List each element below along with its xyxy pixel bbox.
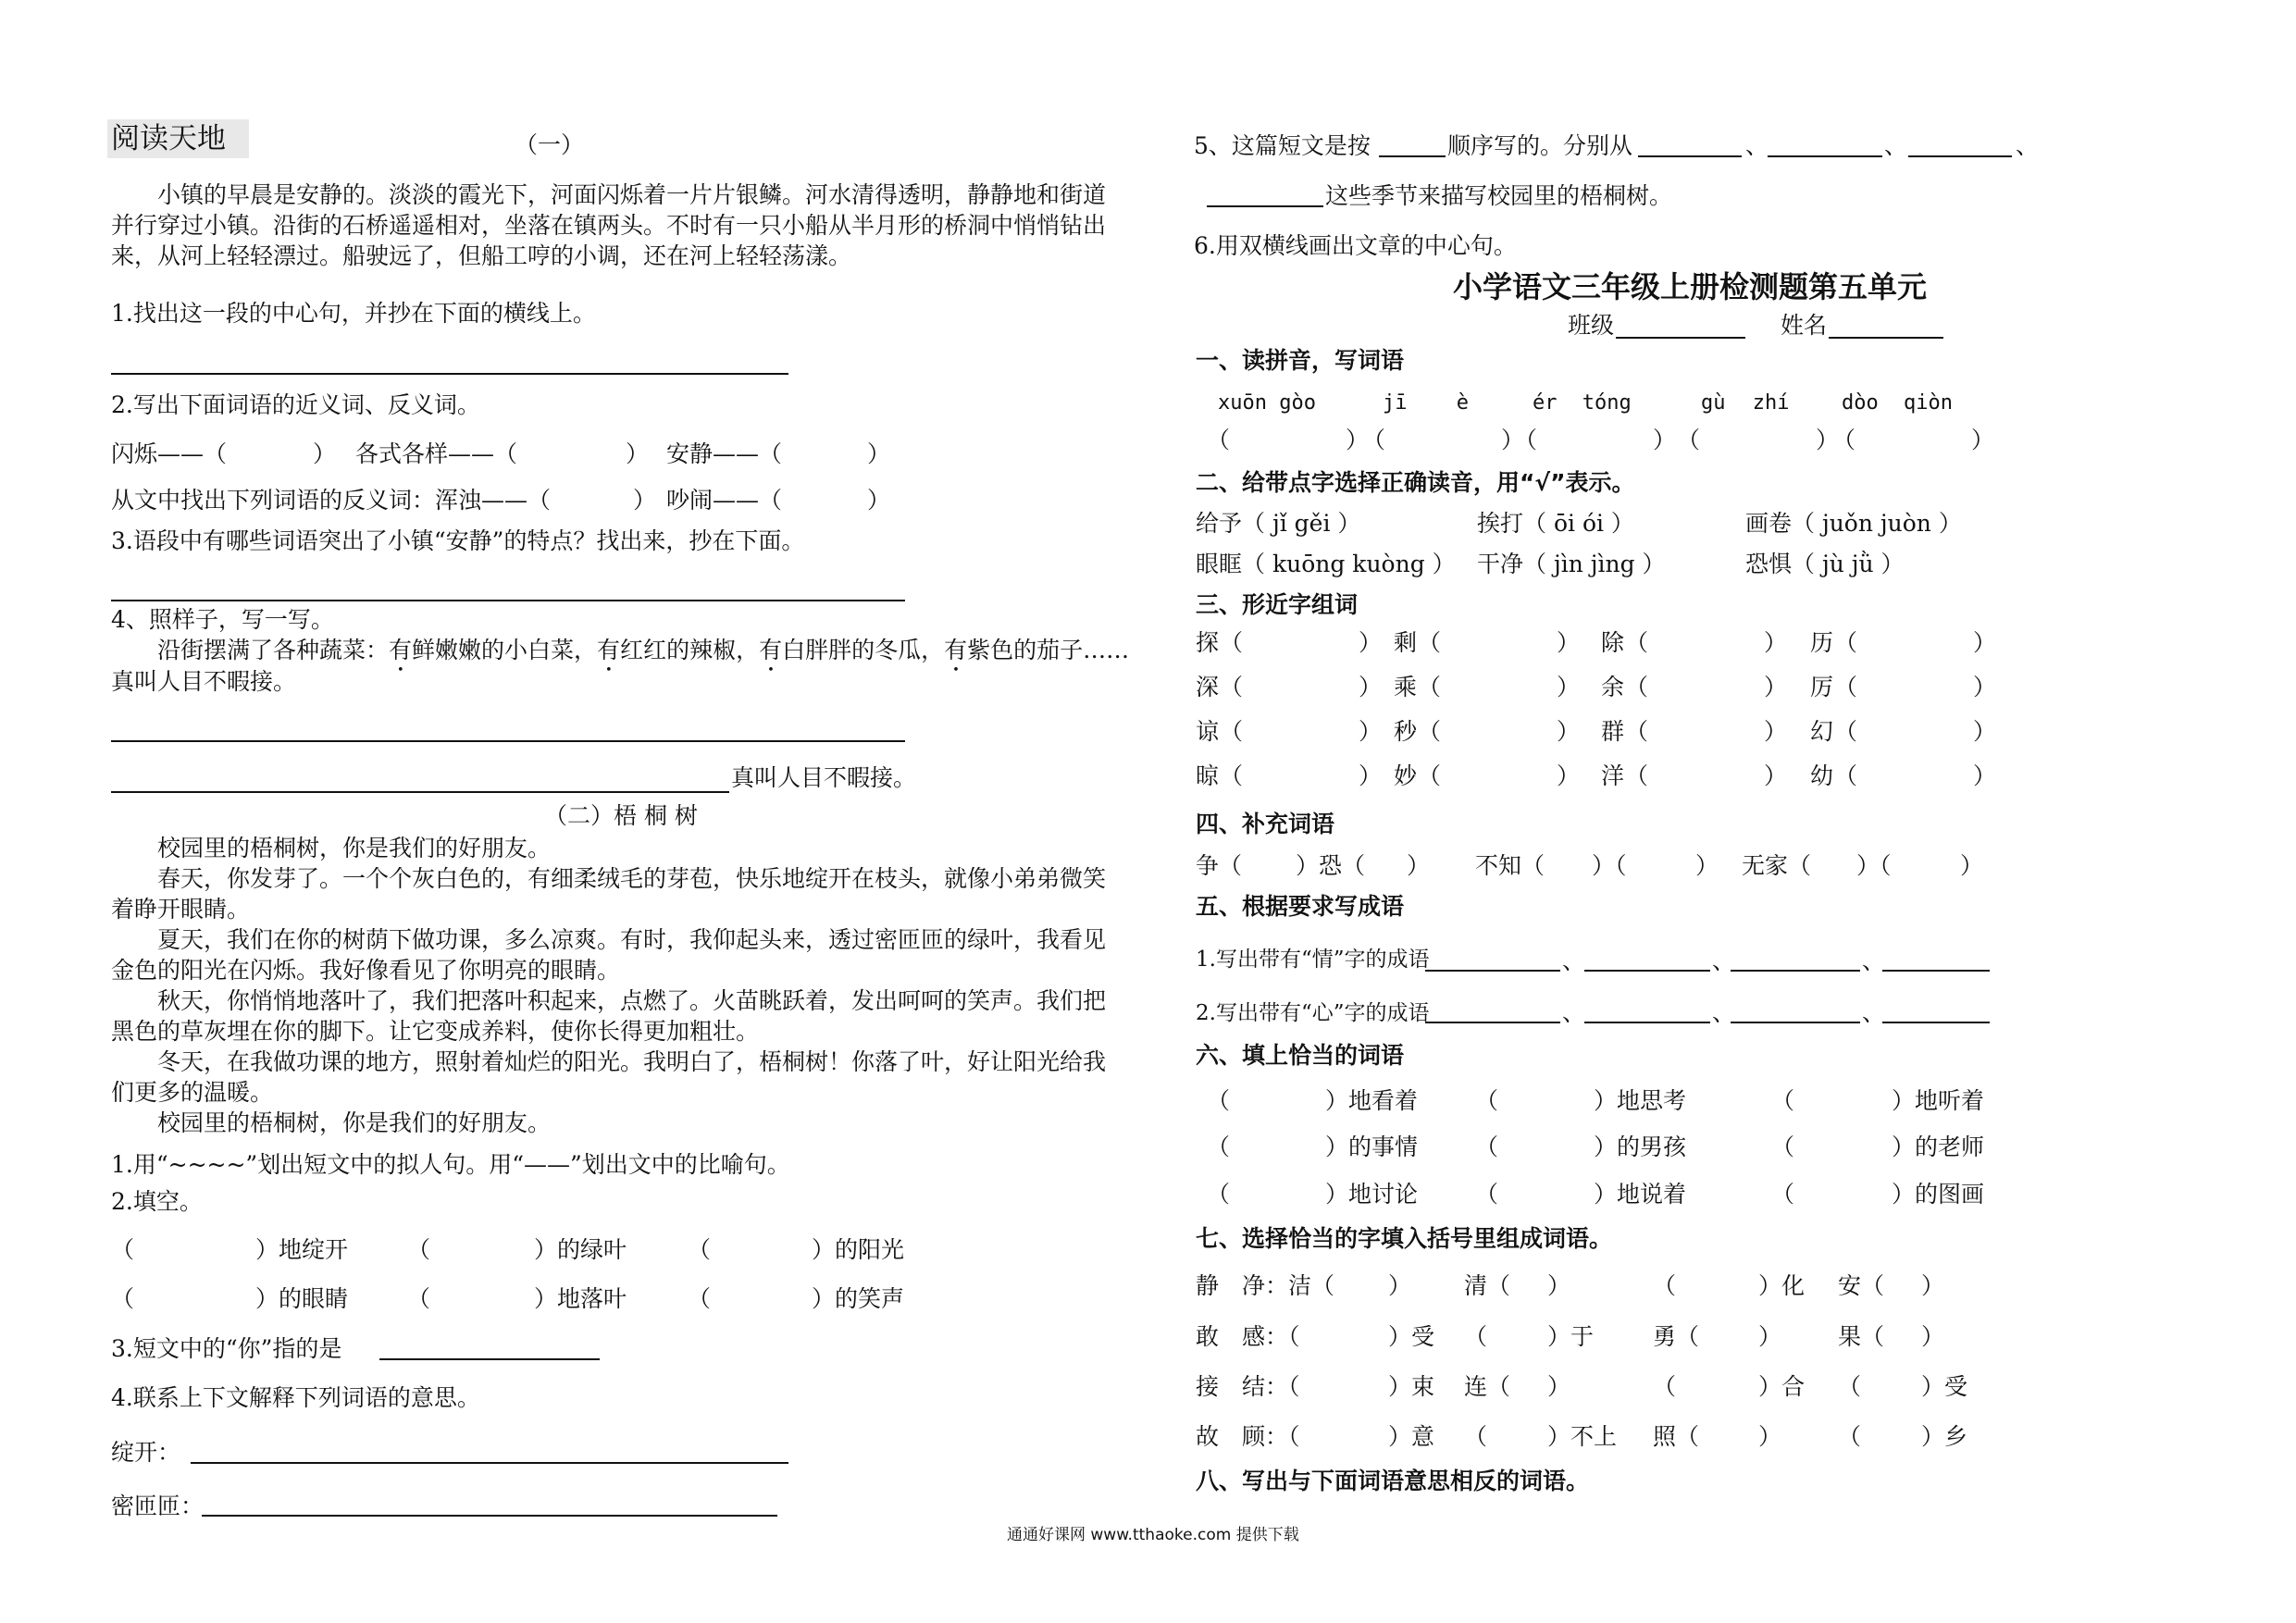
answer-line[interactable] xyxy=(1584,1022,1710,1023)
pronunciation-item[interactable]: 挨打（ ōi ói ） xyxy=(1477,510,1634,537)
fill-item: ）的眼睛 xyxy=(255,1285,349,1312)
similar-char-item: 洋 xyxy=(1601,762,1625,789)
separator: 、 xyxy=(1562,999,1586,1026)
separator: 、 xyxy=(1562,948,1586,974)
dotted-char: 有 xyxy=(759,637,783,663)
answer-bracket[interactable]: （ ） xyxy=(1362,427,1525,453)
fill-item: （ xyxy=(407,1236,431,1263)
synonym-item: 安静——（ xyxy=(666,440,783,467)
answer-bracket[interactable]: （ xyxy=(1771,1134,1795,1160)
answer-bracket[interactable]: （ ） xyxy=(1625,674,1788,700)
answer-line[interactable] xyxy=(1425,970,1560,972)
similar-char-item: 余 xyxy=(1601,674,1625,700)
similar-char-item: 晾 xyxy=(1196,762,1220,789)
synonym-item: ） xyxy=(626,440,650,467)
fill-word-item: ）地看着 xyxy=(1325,1087,1419,1114)
pronunciation-item[interactable]: 眼眶（ kuōng kuòng ） xyxy=(1196,551,1456,577)
synonym-item: 各式各样——（ xyxy=(355,440,518,467)
section-4-heading: 四、补充词语 xyxy=(1196,811,1335,837)
answer-bracket[interactable]: （ ） xyxy=(1832,427,1995,453)
idiom-item: ） xyxy=(1960,852,1984,879)
answer-bracket[interactable]: （ xyxy=(1771,1087,1795,1114)
pinyin-item: gù zhí xyxy=(1701,391,1790,415)
answer-line[interactable] xyxy=(1207,205,1323,207)
answer-bracket[interactable]: （ ） xyxy=(1220,674,1383,700)
answer-line[interactable] xyxy=(1882,970,1990,972)
question-1: 1.找出这一段的中心句，并抄在下面的横线上。 xyxy=(111,300,596,327)
similar-char-item: 谅 xyxy=(1196,718,1220,745)
fill-item: （ xyxy=(111,1285,135,1312)
answer-bracket[interactable]: （ ） xyxy=(1625,718,1788,745)
answer-bracket[interactable]: （ xyxy=(1207,1134,1231,1160)
answer-bracket[interactable]: （ xyxy=(1771,1181,1795,1208)
pinyin-item: dòo qiòn xyxy=(1842,391,1953,415)
antonym-item: 吵闹——（ xyxy=(666,487,783,514)
char-choice-item: ） xyxy=(1921,1272,1945,1299)
passage-2-line: 校园里的梧桐树，你是我们的好朋友。 xyxy=(157,835,552,861)
p2-question-4: 4.联系上下文解释下列词语的意思。 xyxy=(111,1384,480,1411)
idiom-question-2: 2.写出带有“心”字的成语 xyxy=(1196,1001,1430,1025)
pronunciation-item[interactable]: 干净（ jìn jìng ） xyxy=(1477,551,1666,577)
similar-char-item: 幻 xyxy=(1810,718,1834,745)
fill-word-item: ）的图画 xyxy=(1892,1181,1985,1208)
char-choice-item: （ xyxy=(1653,1272,1677,1299)
answer-bracket[interactable]: （ ） xyxy=(1418,718,1581,745)
char-choice-item: 静 净：洁（ xyxy=(1196,1272,1335,1299)
char-choice-item: ）受 xyxy=(1388,1323,1435,1350)
footer: 通通好课网 www.tthaoke.com 提供下载 xyxy=(1007,1526,1299,1544)
fill-word-item: ）地思考 xyxy=(1594,1087,1687,1114)
part1-label: （一） xyxy=(515,131,585,158)
similar-char-item: 探 xyxy=(1196,629,1220,656)
char-choice-item: 连（ xyxy=(1464,1373,1511,1400)
answer-bracket[interactable]: （ ） xyxy=(1220,762,1383,789)
exam-title: 小学语文三年级上册检测题第五单元 xyxy=(1453,269,1928,304)
char-choice-item: ） xyxy=(1547,1272,1571,1299)
fill-word-item: ）地讨论 xyxy=(1325,1181,1419,1208)
answer-line[interactable] xyxy=(1731,970,1860,972)
answer-line[interactable] xyxy=(379,1358,600,1360)
class-field[interactable] xyxy=(1616,337,1745,339)
pinyin-item: jī è xyxy=(1383,391,1469,415)
answer-line[interactable] xyxy=(111,740,905,742)
passage-2-line: 校园里的梧桐树，你是我们的好朋友。 xyxy=(157,1109,552,1136)
answer-bracket[interactable]: （ xyxy=(1207,1087,1231,1114)
char-choice-item: 安（ xyxy=(1838,1272,1885,1299)
passage-1-line: 小镇的早晨是安静的。淡淡的霞光下，河面闪烁着一片片银鳞。河水清得透明，静静地和街道 xyxy=(157,181,1107,208)
similar-char-item: 妙 xyxy=(1394,762,1418,789)
char-choice-item: ）不上 xyxy=(1547,1423,1618,1450)
answer-line[interactable] xyxy=(191,1462,788,1464)
fill-item: （ xyxy=(407,1285,431,1312)
pronunciation-item[interactable]: 给予（ jǐ gěi ） xyxy=(1196,510,1361,537)
char-choice-item: 清（ xyxy=(1464,1272,1511,1299)
char-choice-item: （ xyxy=(1838,1423,1862,1450)
char-choice-item: ）受 xyxy=(1921,1373,1968,1400)
separator: 、 xyxy=(1712,999,1736,1026)
char-choice-item: ） xyxy=(1758,1423,1782,1450)
answer-bracket[interactable]: （ ） xyxy=(1834,718,1997,745)
char-choice-item: （ xyxy=(1464,1323,1488,1350)
answer-bracket[interactable]: （ ） xyxy=(1418,674,1581,700)
passage-2-line: 金色的阳光在闪烁。我好像看见了你明亮的眼睛。 xyxy=(111,957,621,984)
question-4-end: 真叫人目不暇接。 xyxy=(731,764,917,791)
separator: 、 xyxy=(1862,999,1886,1026)
section-5-heading: 五、根据要求写成语 xyxy=(1196,893,1405,920)
char-choice-item: ） xyxy=(1547,1373,1571,1400)
char-choice-item: ） xyxy=(1758,1323,1782,1350)
pinyin-item: xuōn gòo xyxy=(1218,391,1316,415)
answer-bracket[interactable]: （ xyxy=(1475,1134,1499,1160)
pronunciation-item[interactable]: 恐惧（ jù jǜ ） xyxy=(1745,551,1905,577)
idiom-item: 不知（ xyxy=(1475,852,1545,879)
answer-bracket[interactable]: （ ） xyxy=(1514,427,1677,453)
similar-char-item: 乘 xyxy=(1394,674,1418,700)
question-3: 3.语段中有哪些词语突出了小镇“安静”的特点？找出来，抄在下面。 xyxy=(111,527,805,554)
fill-item: ）的绿叶 xyxy=(534,1236,627,1263)
q5-sep: 、 xyxy=(2016,132,2040,159)
char-choice-item: ）乡 xyxy=(1921,1423,1968,1450)
fill-word-item: ）地听着 xyxy=(1892,1087,1985,1114)
char-choice-item: （ xyxy=(1653,1373,1677,1400)
section-6-heading: 六、填上恰当的词语 xyxy=(1196,1042,1405,1069)
separator: 、 xyxy=(1712,948,1736,974)
class-label: 班级 xyxy=(1568,312,1615,339)
fill-item: （ xyxy=(688,1236,712,1263)
p2-question-3: 3.短文中的“你”指的是 xyxy=(111,1335,342,1362)
section-2-heading: 二、给带点字选择正确读音，用“√”表示。 xyxy=(1196,469,1635,496)
antonym-item: ） xyxy=(633,487,657,514)
q5-text: 顺序写的。分别从 xyxy=(1447,132,1633,159)
separator: 、 xyxy=(1862,948,1886,974)
q5-text: 5、这篇短文是按 xyxy=(1194,132,1371,159)
answer-bracket[interactable]: （ xyxy=(1475,1087,1499,1114)
answer-bracket[interactable]: （ ） xyxy=(1418,762,1581,789)
passage-2-line: 们更多的温暖。 xyxy=(111,1079,274,1106)
char-choice-item: ）意 xyxy=(1388,1423,1435,1450)
passage-1 xyxy=(111,180,1138,271)
char-choice-item: 照（ xyxy=(1653,1423,1700,1450)
dotted-char: 有 xyxy=(389,637,413,663)
name-field[interactable] xyxy=(1829,337,1943,339)
passage-2-line: 春天，你发芽了。一个个灰白色的，有细柔绒毛的芽苞，快乐地绽开在枝头，就像小弟弟微笑 xyxy=(157,865,1107,892)
section-title-text: 阅读天地 xyxy=(111,122,226,155)
similar-char-item: 深 xyxy=(1196,674,1220,700)
passage-1-line: 并行穿过小镇。沿街的石桥遥遥相对，坐落在镇两头。不时有一只小船从半月形的桥洞中悄悄钻出 xyxy=(111,212,1107,239)
char-choice-item: ）束 xyxy=(1388,1373,1435,1400)
answer-bracket[interactable]: （ ） xyxy=(1834,629,1997,656)
idiom-item: ） xyxy=(1695,852,1719,879)
passage-2-line: 着睁开眼睛。 xyxy=(111,896,251,923)
answer-bracket[interactable]: （ ） xyxy=(1834,674,1997,700)
char-choice-item: （ xyxy=(1838,1373,1862,1400)
answer-bracket[interactable]: （ ） xyxy=(1625,629,1788,656)
section-8-heading: 八、写出与下面词语意思相反的词语。 xyxy=(1196,1468,1590,1494)
similar-char-item: 秒 xyxy=(1394,718,1418,745)
pinyin-item: ér tóng xyxy=(1533,391,1632,415)
answer-bracket[interactable]: （ ） xyxy=(1834,762,1997,789)
p2-question-2: 2.填空。 xyxy=(111,1188,203,1215)
char-choice-item: ） xyxy=(1388,1272,1412,1299)
fill-item: ）地绽开 xyxy=(255,1236,349,1263)
idiom-item: 争（ xyxy=(1196,852,1243,879)
answer-bracket[interactable]: （ ） xyxy=(1418,629,1581,656)
question-6: 6.用双横线画出文章的中心句。 xyxy=(1194,232,1517,259)
synonym-item: ） xyxy=(867,440,891,467)
passage-2-line: 冬天，在我做功课的地方，照射着灿烂的阳光。我明白了，梧桐树！你落了叶，好让阳光给我 xyxy=(157,1048,1107,1075)
fill-item: ）地落叶 xyxy=(534,1285,627,1312)
similar-char-item: 幼 xyxy=(1810,762,1834,789)
pronunciation-item[interactable]: 画卷（ juǒn juòn ） xyxy=(1745,510,1962,537)
answer-line[interactable] xyxy=(111,373,788,375)
example-text: 红红的辣椒， xyxy=(620,637,760,663)
fill-word-item: ）的老师 xyxy=(1892,1134,1985,1160)
passage-2-line: 夏天，我们在你的树荫下做功课，多么凉爽。有时，我仰起头来，透过密匝匝的绿叶，我看见 xyxy=(157,926,1107,953)
example-text: 白胖胖的冬瓜， xyxy=(782,637,945,663)
question-4: 4、照样子，写一写。 xyxy=(111,606,334,633)
q5-text: 这些季节来描写校园里的梧桐树。 xyxy=(1325,182,1673,209)
part2-title: （二）梧 桐 树 xyxy=(544,802,698,829)
fill-item: ）的笑声 xyxy=(812,1285,905,1312)
section-3-heading: 三、形近字组词 xyxy=(1196,591,1359,618)
q5-sep: 、 xyxy=(1884,132,1908,159)
p2-question-1: 1.用“~~~~”划出短文中的拟人句。用“——”划出文中的比喻句。 xyxy=(111,1151,790,1178)
passage-1-line: 来，从河上轻轻漂过。船驶远了，但船工哼的小调，还在河上轻轻荡漾。 xyxy=(111,242,852,269)
answer-line[interactable] xyxy=(1584,970,1710,972)
fill-item: （ xyxy=(688,1285,712,1312)
example-text: 紫色的茄子…… xyxy=(967,637,1130,663)
idiom-item: 无家（ xyxy=(1742,852,1812,879)
answer-bracket[interactable]: （ xyxy=(1207,1181,1231,1208)
answer-bracket[interactable]: （ xyxy=(1475,1181,1499,1208)
answer-bracket[interactable]: （ ） xyxy=(1677,427,1840,453)
char-choice-item: 果（ xyxy=(1838,1323,1885,1350)
similar-char-item: 厉 xyxy=(1810,674,1834,700)
answer-line[interactable] xyxy=(1908,155,2012,157)
similar-char-item: 除 xyxy=(1601,629,1625,656)
antonym-item: 从文中找出下列词语的反义词：浑浊——（ xyxy=(111,487,552,514)
char-choice-item: 勇（ xyxy=(1653,1323,1700,1350)
name-label: 姓名 xyxy=(1781,312,1828,339)
example-text: 鲜嫩嫩的小白菜， xyxy=(412,637,598,663)
fill-item: （ xyxy=(111,1236,135,1263)
example-line-1 xyxy=(157,637,1129,677)
char-choice-item: ）于 xyxy=(1547,1323,1595,1350)
char-choice-item: ） xyxy=(1921,1323,1945,1350)
char-choice-item: 敢 感：（ xyxy=(1196,1323,1300,1350)
answer-line[interactable] xyxy=(1882,1022,1990,1023)
question-2: 2.写出下面词语的近义词、反义词。 xyxy=(111,391,480,418)
answer-line[interactable] xyxy=(1638,155,1742,157)
char-choice-item: ）合 xyxy=(1758,1373,1806,1400)
answer-bracket[interactable]: （ ） xyxy=(1220,718,1383,745)
section-1-heading: 一、读拼音，写词语 xyxy=(1196,347,1405,374)
char-choice-item: 故 顾：（ xyxy=(1196,1423,1300,1450)
idiom-item: ）恐（ xyxy=(1296,852,1366,879)
answer-line[interactable] xyxy=(1425,1022,1560,1023)
answer-line[interactable] xyxy=(111,791,729,793)
answer-bracket[interactable]: （ ） xyxy=(1207,427,1370,453)
answer-line[interactable] xyxy=(1768,155,1882,157)
fill-word-item: ）的男孩 xyxy=(1594,1134,1687,1160)
fill-item: ）的阳光 xyxy=(812,1236,905,1263)
similar-char-item: 群 xyxy=(1601,718,1625,745)
example-line-2: 真叫人目不暇接。 xyxy=(111,668,297,695)
answer-line[interactable] xyxy=(1731,1022,1860,1023)
passage-2 xyxy=(111,833,1138,1138)
section-7-heading: 七、选择恰当的字填入括号里组成词语。 xyxy=(1196,1225,1613,1252)
synonym-item: ） xyxy=(313,440,337,467)
char-choice-item: ）化 xyxy=(1758,1272,1806,1299)
example-text: 沿街摆满了各种蔬菜： xyxy=(157,637,390,663)
answer-bracket[interactable]: （ ） xyxy=(1625,762,1788,789)
idiom-item: ）（ xyxy=(1856,852,1892,879)
dotted-char: 有 xyxy=(944,637,968,663)
char-choice-item: （ xyxy=(1464,1423,1488,1450)
char-choice-item: 接 结：（ xyxy=(1196,1373,1300,1400)
idiom-question-1: 1.写出带有“情”字的成语 xyxy=(1196,948,1430,972)
answer-line[interactable] xyxy=(202,1515,777,1517)
answer-bracket[interactable]: （ ） xyxy=(1220,629,1383,656)
passage-2-line: 黑色的草灰埋在你的脚下。让它变成养料，使你长得更加粗壮。 xyxy=(111,1018,760,1045)
answer-line[interactable] xyxy=(1379,155,1446,157)
fill-word-item: ）地说着 xyxy=(1594,1181,1687,1208)
idiom-item: ）（ xyxy=(1592,852,1627,879)
dotted-char: 有 xyxy=(597,637,621,663)
fill-word-item: ）的事情 xyxy=(1325,1134,1419,1160)
synonym-item: 闪烁——（ xyxy=(111,440,228,467)
similar-char-item: 历 xyxy=(1810,629,1834,656)
idiom-item: ） xyxy=(1407,852,1431,879)
definition-label: 密匝匝： xyxy=(111,1493,205,1519)
similar-char-item: 剩 xyxy=(1394,629,1418,656)
q5-sep: 、 xyxy=(1745,132,1769,159)
antonym-item: ） xyxy=(867,487,891,514)
answer-line[interactable] xyxy=(111,600,905,601)
definition-label: 绽开： xyxy=(111,1439,181,1466)
passage-2-line: 秋天，你悄悄地落叶了，我们把落叶积起来，点燃了。火苗眺跃着，发出呵呵的笑声。我们把 xyxy=(157,987,1107,1014)
